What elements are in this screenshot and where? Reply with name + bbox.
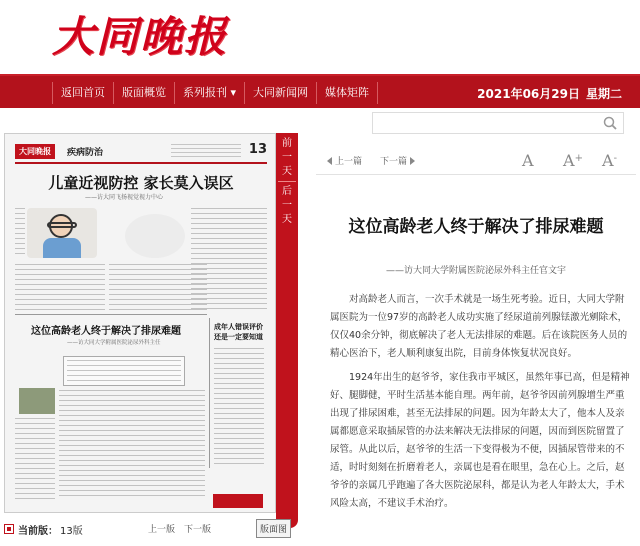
site-logo[interactable]: 大同晚报	[52, 12, 229, 61]
child-body	[43, 238, 81, 258]
article-title: 这位高龄老人终于解决了排尿难题	[348, 217, 604, 237]
font-increase-button[interactable]	[563, 151, 583, 170]
np-logo: 大同晚报	[15, 144, 55, 159]
issue-date-text: 2021年06月29日	[477, 87, 580, 101]
font-decrease-label: A	[602, 151, 614, 170]
np-text-block	[15, 264, 105, 310]
np-text-block	[59, 390, 205, 500]
chevron-right-icon	[410, 157, 415, 165]
next-article-button[interactable]	[380, 154, 418, 167]
np-photo	[19, 388, 55, 414]
prev-day-label: 前一天	[282, 138, 292, 177]
next-article-label: 下一篇	[380, 157, 408, 167]
np-quote-box	[63, 356, 185, 386]
np-text-block	[15, 418, 55, 500]
np-divider	[15, 314, 207, 315]
tab-separator	[278, 181, 296, 182]
article-paragraph: 对高龄老人而言，一次手术就是一场生死考验。近日，大同大学附属医院为一位97岁的高龄老人成功实施了经尿道前列腺铥激光剜除术，仅仅40余分钟，彻底解决了老人无法排尿的难题。后在该院医务人员的精心医治下，老人顺利康复出院，目前身体恢复状况良好。	[330, 294, 628, 359]
current-page-label: 当前版：	[18, 526, 58, 537]
np-article-link-urination[interactable]: 这位高龄老人终于解决了排尿难题	[31, 326, 181, 337]
font-increase-sup: +	[574, 153, 583, 164]
masthead	[0, 0, 640, 72]
np-quote-lines	[67, 360, 181, 382]
np-text-block	[214, 348, 264, 464]
child-glasses	[47, 222, 77, 228]
article-subtitle: ——访大同大学附属医院泌尿外科主任官文宇	[385, 266, 566, 276]
day-switch-tab	[276, 133, 298, 528]
prev-article-label: 上一篇	[335, 157, 363, 167]
search-icon[interactable]	[603, 116, 617, 130]
current-page-icon	[4, 524, 14, 534]
page-nav-bar	[0, 516, 300, 542]
font-decrease-sup: -	[613, 153, 617, 164]
nav-page-overview[interactable]: 版面概览	[114, 82, 175, 104]
np-article-sub: ——访大同大学附属医院泌尿外科主任	[67, 340, 161, 346]
next-page-button[interactable]: 下一版	[184, 525, 212, 535]
np-text-block	[15, 208, 25, 258]
main-nav	[0, 74, 640, 108]
np-illustration-eye	[125, 214, 185, 258]
np-side-title[interactable]: 成年人错误评价 还是一定要知道	[214, 323, 263, 341]
prev-day-button[interactable]	[276, 137, 298, 179]
np-side-column	[209, 318, 267, 468]
current-page-value: 13版	[60, 526, 83, 537]
np-article-link-myopia[interactable]: 儿童近视防控 家长莫入误区	[48, 174, 234, 192]
issue-weekday: 星期二	[585, 87, 622, 101]
next-day-button[interactable]	[276, 185, 298, 227]
np-illustration-child	[27, 208, 97, 258]
prev-page-button[interactable]: 上一版	[148, 525, 176, 535]
font-default-button[interactable]	[522, 151, 534, 170]
prev-article-button[interactable]	[324, 154, 362, 167]
nav-series-papers[interactable]: 系列报刊 ▾	[175, 82, 245, 104]
chevron-left-icon	[327, 157, 332, 165]
font-increase-label: A	[563, 151, 575, 170]
font-default-label: A	[522, 151, 534, 170]
next-day-label: 后一天	[282, 186, 292, 225]
np-section: 疾病防治	[67, 148, 104, 158]
np-text-block	[191, 208, 267, 310]
np-headline-sub: ——访大同飞扬视觉视力中心	[85, 194, 164, 201]
toolbar-divider	[316, 174, 636, 175]
article-body	[330, 291, 632, 519]
page-map-button[interactable]: 版面图	[256, 519, 291, 538]
issue-date	[471, 85, 622, 102]
font-decrease-button[interactable]	[602, 151, 617, 170]
nav-media-matrix[interactable]: 媒体矩阵	[317, 82, 378, 104]
nav-news-site[interactable]: 大同新闻网	[245, 82, 317, 104]
np-ad-block	[213, 494, 263, 508]
search-input[interactable]	[372, 112, 624, 134]
newspaper-page-image[interactable]	[4, 133, 276, 513]
np-page-number: 13	[248, 142, 267, 157]
nav-home[interactable]: 返回首页	[52, 82, 114, 104]
np-meta-lines	[171, 144, 241, 158]
article-paragraph: 1924年出生的赵爷爷，家住我市平城区，虽然年事已高，但是精神好、腿脚健，平时生活基本能自理。两年前，赵爷爷因前列腺增生严重出现了排尿困难，甚至无法排尿的问题。因为年龄太大了，他本人及亲属都愿意采取插尿管的办法来解决无法排尿的问题，因而到医院留置了尿管。从此以后，赵爷爷的生活一下变得极为不便，因插尿管带来的不适，时时刻刻在折磨着老人，亲属也是看在眼里，急在心上。之后，赵爷爷的亲属几乎跑遍了各大医院泌尿科，都是认为老人年龄太大，手术风险太高，不建议手术治疗。	[330, 372, 630, 509]
np-header	[15, 142, 267, 164]
nav-items	[52, 82, 378, 104]
